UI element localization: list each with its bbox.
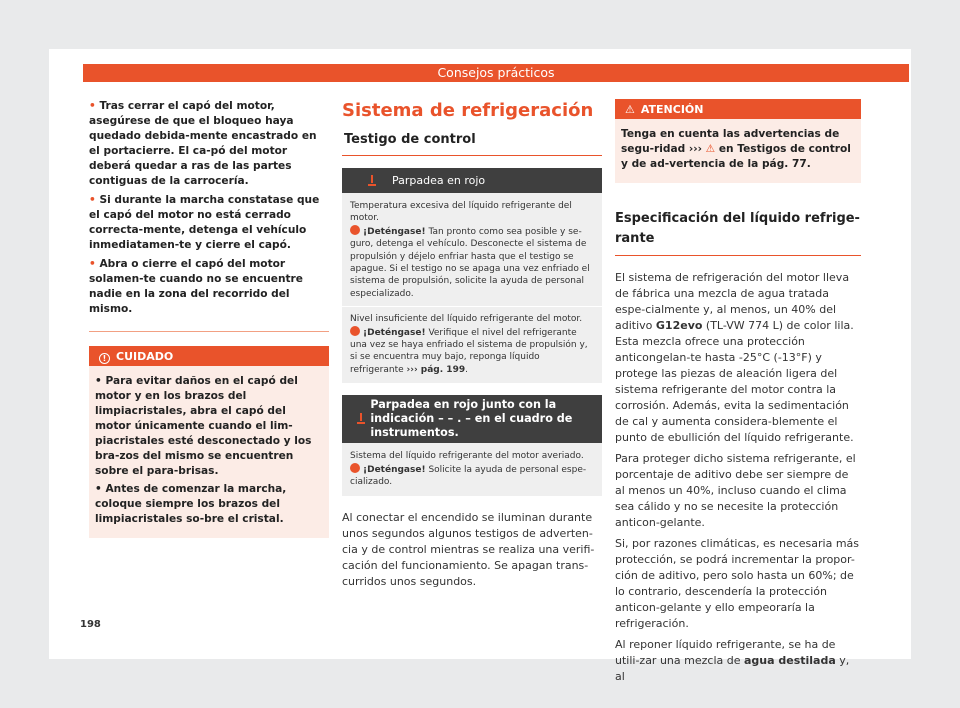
stop-icon — [350, 463, 360, 473]
page-number: 198 — [80, 619, 101, 630]
bullet-item: • Abra o cierre el capó del motor solamen-te cuando no se encuentre nadie en la zona del recorrido del mismo. — [89, 258, 303, 315]
body-paragraph: Para proteger dicho sistema refrigerante, el porcentaje de aditivo debe ser siempre de al menos un 40%, incluso cuando el clima sea cálido y no se necesite la protección anticon-gelante. — [615, 452, 856, 529]
body-paragraph: Al conectar el encendido se iluminan durante unos segundos algunos testigos de adverten-cia y de control mientras se realiza una verifi-cación del funcionamiento. Se apagan trans-curridos unos segundos. — [342, 510, 595, 588]
page-reference-link[interactable]: ››› pág. 199 — [406, 364, 466, 375]
middle-column — [342, 99, 602, 595]
coolant-temperature-icon — [355, 413, 367, 425]
bullet-icon: • — [95, 483, 106, 495]
atencion-body: Tenga en cuenta las advertencias de segu-ridad ››› ⚠ en Testigos de control y de ad-vertencia de la pág. 77. — [615, 119, 861, 183]
divider — [89, 331, 329, 332]
atencion-box — [615, 99, 861, 183]
info-icon: ! — [99, 353, 110, 364]
cuidado-header: ! CUIDADO — [89, 347, 329, 366]
divider — [615, 255, 861, 256]
atencion-header: ⚠ ATENCIÓN — [615, 100, 861, 119]
warning-triangle-icon: ⚠ — [705, 143, 716, 155]
coolant-temperature-icon — [366, 175, 378, 187]
bullet-icon: • — [89, 194, 100, 206]
manual-page — [49, 49, 911, 683]
bullet-icon: • — [95, 375, 106, 387]
body-paragraph: El sistema de refrigeración del motor lleva de fábrica una mezcla de agua tratada espe-cialmente y, al menos, un 40% del aditivo G12evo (TL-VW 774 L) de color lila. Esta mezcla ofrece una protección anticongelan-te hasta -25°C (-13°F) y protege las piezas de aleación ligera del sistema refrigerante del motor contra la corrosión. Además, evita la sedimentación de cal y aumenta considera-blemente el punto de ebullición del líquido refrigerante. — [615, 271, 854, 444]
bullet-item: • Si durante la marcha constatase que el capó del motor no está cerrado correcta-mente, detenga el vehículo inmediatamen-te y cierre el capó. — [89, 194, 320, 251]
cuidado-item: • Antes de comenzar la marcha, coloque siempre los brazos del limpiacristales so-bre el cristal. — [95, 483, 287, 525]
body-paragraph: Al reponer líquido refrigerante, se ha de utili-zar una mezcla de agua destilada y, al — [615, 638, 850, 683]
warning-light-header: Parpadea en rojo — [342, 168, 602, 193]
section-title: Sistema de refrigeración — [342, 100, 594, 121]
bullet-icon: • — [89, 258, 100, 270]
page-header: Consejos prácticos — [83, 64, 909, 82]
section-title: Especificación del líquido refrige-rante — [615, 211, 860, 246]
bullet-icon: • — [89, 100, 100, 112]
stop-icon — [350, 225, 360, 235]
section-subtitle: Testigo de control — [344, 132, 476, 147]
left-column — [89, 99, 329, 538]
stop-icon — [350, 326, 360, 336]
bullet-item: • Tras cerrar el capó del motor, asegúrese de que el bloqueo haya quedado debida-mente encastrado en el portacierre. El ca-pó del motor deberá quedar a ras de las partes contiguas de la carrocería. — [89, 100, 317, 187]
body-text — [615, 270, 861, 685]
warning-light-description: Temperatura excesiva del líquido refrigerante del motor. ¡Deténgase! Tan pronto como sea posible y se-guro, detenga el vehículo. Desconecte el sistema de propulsión y déjelo enfriar hasta que el testigo se apague. Si el testigo no se apaga una vez enfriado el sistema de propulsión, solicite la ayuda de personal especializado. Nivel insuficiente del líquido refrigerante del motor. ¡Deténgase! Verifique el nivel del refrigerante una vez se haya enfriado el sistema de propulsión y, si se encuentra muy bajo, reponga líquido refrigerante ››› pág. 199. — [342, 193, 602, 383]
cuidado-body — [89, 366, 329, 538]
right-column — [615, 99, 861, 690]
safety-bullets — [89, 99, 329, 317]
warning-triangle-icon: ⚠ — [625, 103, 635, 116]
divider — [342, 306, 602, 307]
warning-light-description: Sistema del líquido refrigerante del motor averiado. ¡Deténgase! Solicite la ayuda de personal espe-cializado. — [342, 443, 602, 495]
cuidado-item: • Para evitar daños en el capó del motor y en los brazos del limpiacristales, abra el capó del motor únicamente cuando el lim-piacristales esté desconectado y los bra-zos del mismo se encuentren sobre el para-brisas. — [95, 375, 312, 477]
divider — [342, 155, 602, 156]
cuidado-box — [89, 346, 329, 538]
body-paragraph: Si, por razones climáticas, es necesaria más protección, se podrá incrementar la propor-ción de aditivo, pero solo hasta un 60%; de lo contrario, descendería la protección anticon-gelante y ello empeoraría la refrigeración. — [615, 537, 860, 630]
warning-light-header: Parpadea en rojo junto con la indicación – – . – en el cuadro de instrumentos. — [342, 395, 602, 443]
